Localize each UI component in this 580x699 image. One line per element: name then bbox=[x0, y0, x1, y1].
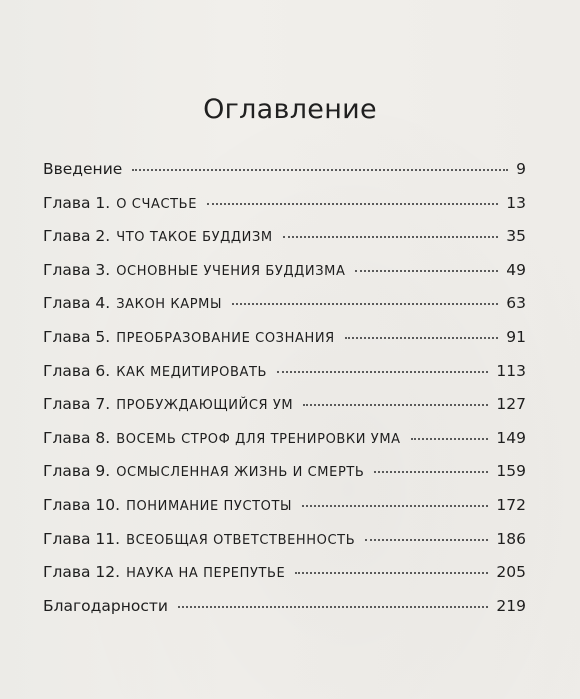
chapter-title: ЧТО ТАКОЕ БУДДИЗМ bbox=[116, 230, 273, 246]
toc-entry bbox=[43, 395, 526, 429]
dot-leader bbox=[303, 404, 488, 406]
page-number: 49 bbox=[506, 260, 526, 279]
toc-entry bbox=[43, 261, 526, 295]
chapter-number: Глава 6. bbox=[43, 361, 111, 380]
entry-label bbox=[43, 462, 364, 480]
entry-label bbox=[43, 597, 168, 615]
dot-leader bbox=[355, 270, 498, 272]
chapter-number: Глава 5. bbox=[43, 327, 111, 346]
page-number: 35 bbox=[506, 227, 526, 246]
entry-label bbox=[43, 563, 285, 581]
toc-entry bbox=[43, 160, 526, 194]
entry-label bbox=[43, 429, 401, 447]
dot-leader bbox=[345, 337, 498, 339]
chapter-number: Глава 9. bbox=[43, 462, 111, 481]
chapter-title: ПРОБУЖДАЮЩИЙСЯ УМ bbox=[116, 398, 294, 414]
table-of-contents bbox=[43, 160, 526, 630]
toc-entry bbox=[43, 496, 526, 530]
entry-label bbox=[43, 496, 292, 514]
dot-leader bbox=[178, 606, 488, 608]
page-number: 63 bbox=[506, 294, 526, 313]
chapter-number: Глава 2. bbox=[43, 227, 111, 246]
page-number: 127 bbox=[496, 395, 526, 414]
dot-leader bbox=[207, 203, 498, 205]
chapter-title: КАК МЕДИТИРОВАТЬ bbox=[116, 364, 268, 380]
dot-leader bbox=[411, 438, 489, 440]
toc-entry bbox=[43, 328, 526, 362]
toc-entry bbox=[43, 462, 526, 496]
toc-entry bbox=[43, 563, 526, 597]
toc-entry bbox=[43, 597, 526, 631]
toc-entry bbox=[43, 362, 526, 396]
chapter-title: НАУКА НА ПЕРЕПУТЬЕ bbox=[126, 566, 286, 582]
entry-label bbox=[43, 227, 273, 245]
page-number: 172 bbox=[496, 495, 526, 514]
entry-label bbox=[43, 160, 122, 178]
toc-entry bbox=[43, 294, 526, 328]
dot-leader bbox=[283, 236, 499, 238]
page-number: 159 bbox=[496, 462, 526, 481]
entry-label bbox=[43, 194, 197, 212]
entry-label bbox=[43, 395, 293, 413]
dot-leader bbox=[302, 505, 488, 507]
entry-label bbox=[43, 362, 267, 380]
entry-label bbox=[43, 530, 355, 548]
dot-leader bbox=[132, 169, 508, 171]
toc-entry bbox=[43, 429, 526, 463]
page-title: Оглавление bbox=[203, 94, 377, 125]
chapter-title: О СЧАСТЬЕ bbox=[116, 196, 198, 212]
toc-entry bbox=[43, 194, 526, 228]
chapter-number: Глава 7. bbox=[43, 395, 111, 414]
chapter-number: Глава 11. bbox=[43, 529, 121, 548]
chapter-number: Глава 3. bbox=[43, 260, 111, 279]
chapter-title: ОСМЫСЛЕННАЯ ЖИЗНЬ И СМЕРТЬ bbox=[116, 465, 365, 481]
entry-title: Введение bbox=[43, 160, 123, 178]
chapter-title: ПОНИМАНИЕ ПУСТОТЫ bbox=[126, 498, 293, 514]
chapter-number: Глава 8. bbox=[43, 428, 111, 447]
toc-entry bbox=[43, 530, 526, 564]
entry-label bbox=[43, 261, 345, 279]
chapter-number: Глава 10. bbox=[43, 495, 121, 514]
dot-leader bbox=[232, 303, 498, 305]
dot-leader bbox=[374, 471, 488, 473]
entry-title: Благодарности bbox=[43, 596, 168, 615]
toc-entry bbox=[43, 227, 526, 261]
page-number: 91 bbox=[506, 327, 526, 346]
dot-leader bbox=[365, 539, 488, 541]
page-number: 149 bbox=[496, 428, 526, 447]
page-number: 205 bbox=[496, 563, 526, 582]
chapter-title: ВСЕОБЩАЯ ОТВЕТСТВЕННОСТЬ bbox=[126, 532, 356, 548]
entry-label bbox=[43, 328, 335, 346]
page-number: 9 bbox=[516, 160, 526, 178]
page-number: 113 bbox=[496, 361, 526, 380]
chapter-number: Глава 12. bbox=[43, 563, 121, 582]
entry-label bbox=[43, 294, 222, 312]
chapter-number: Глава 4. bbox=[43, 294, 111, 313]
chapter-number: Глава 1. bbox=[43, 193, 111, 212]
chapter-title: ЗАКОН КАРМЫ bbox=[116, 297, 223, 313]
dot-leader bbox=[295, 572, 488, 574]
page-number: 219 bbox=[496, 596, 526, 615]
dot-leader bbox=[277, 371, 488, 373]
page-number: 186 bbox=[496, 529, 526, 548]
page-number: 13 bbox=[506, 193, 526, 212]
chapter-title: ОСНОВНЫЕ УЧЕНИЯ БУДДИЗМА bbox=[116, 263, 346, 279]
chapter-title: ВОСЕМЬ СТРОФ ДЛЯ ТРЕНИРОВКИ УМА bbox=[116, 431, 401, 447]
chapter-title: ПРЕОБРАЗОВАНИЕ СОЗНАНИЯ bbox=[116, 330, 335, 346]
